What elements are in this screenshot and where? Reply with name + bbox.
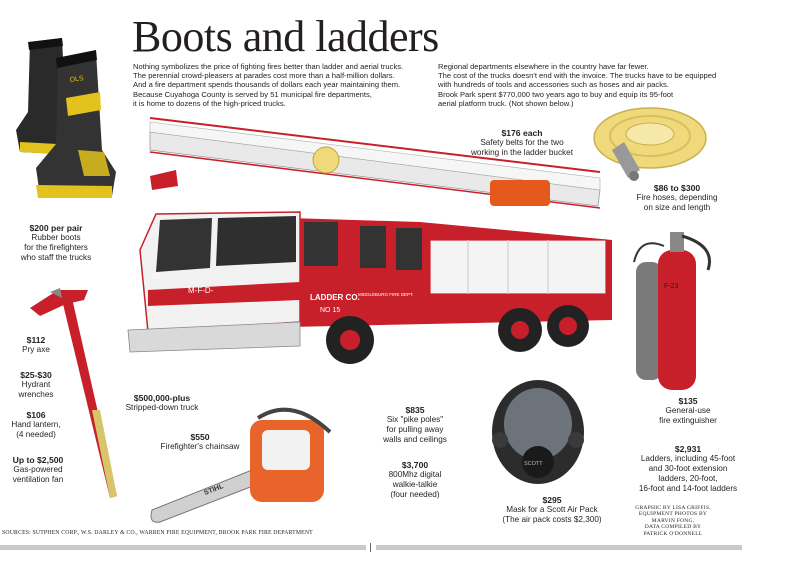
desc-line: working in the ladder bucket: [471, 148, 573, 157]
price-wrench: $25-$30: [20, 370, 52, 380]
page-title: Boots and ladders: [132, 12, 439, 61]
chainsaw-illustration: [151, 410, 330, 523]
desc-line: walls and ceilings: [383, 435, 447, 444]
intro-left-line: Because Cuyahoga County is served by 51 municipal fire departments,: [133, 89, 372, 99]
desc-line: (4 needed): [16, 430, 56, 439]
truck-ladder-label: LADDER CO.: [310, 293, 360, 302]
desc-line: Ladders, including 45-foot: [640, 454, 736, 463]
desc-line: Gas-powered: [13, 465, 63, 474]
mask-brand: SCOTT: [524, 461, 543, 467]
price-belts: $176 each: [501, 128, 543, 138]
price-chainsaw: $550: [190, 432, 210, 442]
intro-right-line: aerial platform truck. (Not shown below.): [438, 98, 574, 108]
desc-line: for the firefighters: [24, 243, 88, 252]
desc-line: General-use: [665, 406, 711, 415]
caption-axe: [0, 335, 72, 355]
price-boots: $200 per pair: [29, 223, 83, 233]
price-truck: $500,000-plus: [133, 393, 191, 403]
price-poles: $835: [405, 405, 425, 415]
desc-line: on size and length: [643, 203, 711, 212]
desc-line: 16-foot and 14-foot ladders: [638, 484, 738, 493]
desc-line: Six "pike poles": [386, 415, 444, 424]
caption-extinguisher: [636, 396, 740, 426]
desc-line: Pry axe: [22, 345, 50, 354]
intro-right-line: Brook Park spent $770,000 two years ago to buy and equip its 95-foot: [438, 89, 674, 99]
extinguisher-label: F-23: [664, 283, 679, 290]
desc-line: Safety belts for the two: [480, 138, 564, 147]
credit-line: MARVIN FONG,: [651, 517, 695, 524]
desc-line: ventilation fan: [12, 475, 64, 484]
price-mask: $295: [542, 495, 562, 505]
extinguisher-illustration: [634, 232, 710, 390]
truck-number: 15: [152, 273, 160, 280]
caption-ladders: [628, 444, 748, 494]
desc-line: Hand lantern,: [11, 420, 61, 429]
intro-left-line: Nothing symbolizes the price of fighting fires better than ladder and aerial trucks.: [133, 62, 404, 71]
bottom-rule-left: [0, 545, 366, 550]
desc-line: Fire hoses, depending: [636, 193, 718, 202]
caption-poles: [370, 405, 460, 445]
mask-illustration: [492, 380, 584, 484]
truck-mfd-label: M-F-D-: [188, 286, 214, 295]
credit-line: PATRICK O'DONNELL: [643, 530, 703, 537]
caption-mask: [492, 495, 612, 525]
desc-line: who staff the trucks: [20, 253, 92, 262]
price-hoses: $86 to $300: [653, 183, 701, 193]
price-extinguisher: $135: [678, 396, 698, 406]
caption-boots: [6, 223, 106, 263]
caption-hoses: [622, 183, 732, 213]
truck-unit-label: NO 15: [320, 307, 341, 314]
intro-left-line: And a fire department spends thousands of dollars each year maintaining them.: [133, 80, 401, 90]
desc-line: (four needed): [390, 490, 440, 499]
price-ladders: $2,931: [674, 444, 702, 454]
boots-illustration: [16, 38, 116, 198]
bottom-rule-divider: [370, 543, 371, 552]
price-fan: Up to $2,500: [12, 455, 64, 465]
desc-line: and 30-foot extension: [648, 464, 728, 473]
credit-line: GRAPHIC BY LISA GRIFFIS.: [635, 505, 711, 511]
desc-line: wrenches: [18, 390, 54, 399]
intro-left-line: it is home to dozens of the high-priced trucks.: [133, 98, 286, 108]
intro-right-line: The cost of the trucks doesn't end with the invoice. The trucks have to be equipped: [438, 71, 717, 81]
desc-line: Firefighter's chainsaw: [160, 442, 240, 451]
intro-left-line: The perennial crowd-pleasers at parades cost more than a half-million dollars.: [133, 71, 395, 81]
intro-right-line: Regional departments elsewhere in the country have far fewer.: [438, 62, 649, 71]
desc-line: walkie-talkie: [392, 480, 438, 489]
caption-radio: [372, 460, 458, 500]
caption-belts: [452, 128, 592, 158]
desc-line: Stripped-down truck: [125, 403, 199, 412]
desc-line: 800Mhz digital: [388, 470, 442, 479]
desc-line: fire extinguisher: [659, 416, 717, 425]
price-radio: $3,700: [401, 460, 429, 470]
sources-line: SOURCES: SUTPHEN CORP., W.S. DARLEY & CO., WARREN FIRE EQUIPMENT, BROOK PARK FIRE DEPARTMENT: [2, 530, 313, 536]
price-axe: $112: [26, 335, 46, 345]
caption-chainsaw: [150, 432, 250, 452]
graphic-credits: [618, 505, 728, 537]
desc-line: ladders, 20-foot,: [658, 474, 718, 483]
desc-line: (The air pack costs $2,300): [502, 515, 602, 524]
credit-line: EQUIPMENT PHOTOS BY: [638, 511, 708, 518]
caption-fan: [0, 455, 76, 485]
caption-truck: [114, 393, 210, 413]
desc-line: Rubber boots: [31, 233, 81, 242]
desc-line: Mask for a Scott Air Pack: [506, 505, 598, 514]
caption-lantern: [0, 410, 72, 440]
credit-line: DATA COMPILED BY: [644, 524, 702, 531]
intro-right-line: with hundreds of tools and accessories such as hoses and air packs.: [438, 80, 669, 90]
caption-wrench: [0, 370, 72, 400]
boot-label: OLS: [69, 75, 85, 84]
price-lantern: $106: [26, 410, 46, 420]
desc-line: for pulling away: [386, 425, 444, 434]
chainsaw-brand: STIHL: [203, 483, 225, 497]
hose-illustration: [594, 108, 706, 181]
bottom-rule-right: [376, 545, 742, 550]
truck-door-label: MIDDLEBURG FIRE DEPT.: [358, 292, 414, 297]
desc-line: Hydrant: [21, 380, 51, 389]
